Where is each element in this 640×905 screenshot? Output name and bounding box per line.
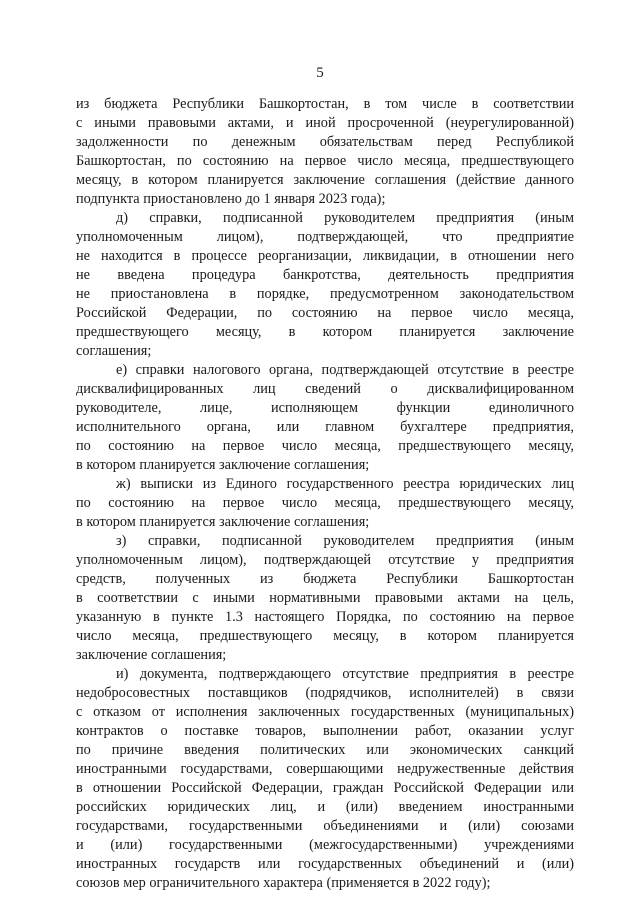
text-line: уполномоченным лицом), подтверждающей отсутствие у предприятия [76,552,574,568]
text-line: д) справки, подписанной руководителем предприятия (иным [116,210,574,226]
paragraph-item-zh [76,475,574,532]
text-line: ж) выписки из Единого государственного реестра юридических лиц [116,476,574,492]
text-line: е) справки налогового органа, подтверждающей отсутствие в реестре [116,362,574,378]
text-line: не введена процедура банкротства, деятельность предприятия [76,267,574,283]
text-line: с отказом от исполнения заключенных государственных (муниципальных) [76,704,574,720]
text-line: не приостановлена в порядке, предусмотренном законодательством [76,286,574,302]
text-line: и) документа, подтверждающего отсутствие предприятия в реестре [116,666,574,682]
text-line: в отношении Российской Федерации, граждан Российской Федерации или [76,780,574,796]
paragraph-item-e [76,361,574,475]
text-line: число месяца, предшествующего месяцу, в котором планируется [76,628,574,644]
text-line: по состоянию на первое число месяца, предшествующего месяцу, [76,438,574,454]
text-line: предшествующего месяцу, в котором планируется заключение [76,324,574,340]
text-line: государствами, государственными объединениями и (или) союзами [76,818,574,834]
text-line: российских юридических лиц, и (или) введением иностранными [76,799,574,815]
text-line: исполнительного органа, или главном бухгалтере предприятия, [76,419,574,435]
text-line: месяцу, в котором планируется заключение соглашения (действие данного [76,172,574,188]
text-line: дисквалифицированных лиц сведений о дисквалифицированном [76,381,574,397]
text-line: средств, полученных из бюджета Республики Башкортостан [76,571,574,587]
text-line: из бюджета Республики Башкортостан, в том числе в соответствии [76,96,574,112]
text-line: указанную в пункте 1.3 настоящего Порядка, по состоянию на первое [76,609,574,625]
text-line: с иными правовыми актами, и иной просроченной (неурегулированной) [76,115,574,131]
text-line: не находится в процессе реорганизации, ликвидации, в отношении него [76,248,574,264]
text-line: уполномоченным лицом), подтверждающей, что предприятие [76,229,574,245]
text-line: Российской Федерации, по состоянию на первое число месяца, [76,305,574,321]
document-body [76,95,574,893]
page-number: 5 [316,65,324,81]
text-line: подпункта приостановлено до 1 января 2023 года); [76,191,386,207]
text-line: в соответствии с иными нормативными правовыми актами на цель, [76,590,574,606]
text-line: недобросовестных поставщиков (подрядчиков, исполнителей) в связи [76,685,574,701]
paragraph-item-d [76,209,574,361]
text-line: по причине введения политических или экономических санкций [76,742,574,758]
text-line: заключение соглашения; [76,647,227,663]
text-line: в котором планируется заключение соглашения; [76,514,370,530]
text-line: з) справки, подписанной руководителем предприятия (иным [116,533,574,549]
text-line: контрактов о поставке товаров, выполнении работ, оказании услуг [76,723,574,739]
text-line: Башкортостан, по состоянию на первое число месяца, предшествующего [76,153,574,169]
text-line: руководителе, лице, исполняющем функции единоличного [76,400,574,416]
text-line: задолженности по денежным обязательствам перед Республикой [76,134,574,150]
paragraph-item-z [76,532,574,665]
text-line: соглашения; [76,343,152,359]
paragraph-continuation [76,95,574,209]
text-line: союзов мер ограничительного характера (применяется в 2022 году); [76,875,491,891]
text-line: иностранных государств или государственных объединений и (или) [76,856,574,872]
text-line: и (или) государственными (межгосударственными) учреждениями [76,837,574,853]
text-line: в котором планируется заключение соглашения; [76,457,370,473]
text-line: иностранными государствами, совершающими недружественные действия [76,761,574,777]
text-line: по состоянию на первое число месяца, предшествующего месяцу, [76,495,574,511]
paragraph-item-i [76,665,574,893]
